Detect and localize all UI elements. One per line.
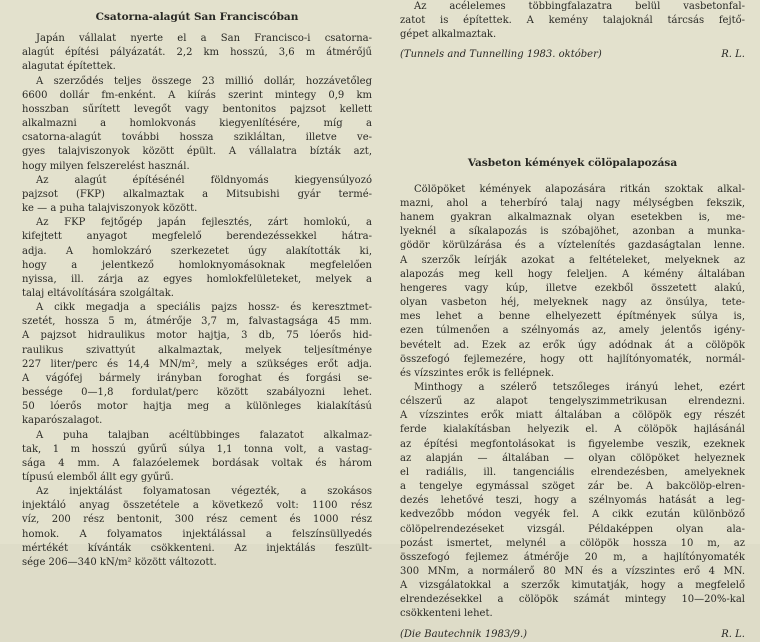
text-line: ferde kialakításban helyezik el. A cölöpök hajlásánál [400,424,745,436]
continued-text [400,0,745,42]
text-line: Minthogy a szélerő tetszőleges irányú lehet, ezért [414,381,745,393]
text-line: homok. A folyamatos injektálással a felszínsüllyedés [22,528,372,540]
text-line: 300 MNm, a normálerő 80 MN és a vízszintes erő 4 MN. [400,566,745,577]
text-line: alagutat építettek. [22,61,116,73]
text-line: Az acélelemes többingfalazatra belül vasbetonfal- [414,1,745,12]
source-citation-2: (Die Bautechnik 1983/9.) [400,628,528,640]
text-line: csökkenteni lehet. [400,608,493,620]
text-line: zatot is építettek. A kemény talajoknál tárcsás fejtő- [400,15,745,27]
text-line: 227 liter/perc és 14,4 MN/m², mely a szükséges erőt adja. [22,358,372,370]
text-line: mes lehet a benne elhelyezett építmények súlya is, [400,311,745,323]
right-column [400,0,745,642]
text-line: kaparószalagot. [22,415,103,427]
text-line: lyeknél a síkalapozás is szóbajöhet, azonban a munka- [400,226,745,238]
text-line: szetét, hossza 5 m, átmérője 3,7 m, falvastagsága 45 mm. [22,316,372,328]
text-line: sága 4 mm. A falazóelemek bordásak voltak és három [22,457,372,469]
text-line: összefogó fejlemezére, hogy ott hajlítónyomaték, normál- [400,353,745,365]
text-line: hanem gyakran alkalmaznak olyan esetekben is, me- [400,212,745,224]
text-line: összefogó fejlemez átmérője 20 m, a hajlítónyomaték [400,551,745,563]
text-line: pozást ismertet, melynél a cölöpök hossza 10 m, az [400,537,745,549]
text-line: A pajzsot hidraulikus motor hajtja, 3 db, 75 lóerős hid- [22,330,372,342]
text-line: el radiális, ill. tangenciális elrendezésben, amelyeknek [400,466,745,478]
text-line: Az FKP fejtőgép japán fejlesztés, zárt homlokú, a [36,217,372,229]
text-line: olyan vasbeton héj, melyeknek nagy az önsúlya, tete- [400,297,745,309]
text-line: hogy milyen felszerelést használ. [22,160,190,172]
article-body-right [400,183,745,622]
text-line: bevételt ad. Ezek az erők úgy adódnak át a cölöpök [400,339,745,351]
text-line: pajzsot (FKP) alkalmaztak a Mitsubishi gyár termé- [22,188,372,200]
author-initials-2: R. L. [721,628,745,640]
text-line: 50 lóerős motor hajtja meg a különleges kialakítású [22,401,372,413]
text-line: mazni, ahol a teherbíró talaj nagy mélységben fekszik, [400,197,745,209]
text-line: alkalmazni a homlokvonás kiegyenlítésére, míg a [22,118,372,130]
text-line: A vágófej bármely irányban foroghat és forgási se- [22,372,372,384]
text-line: és vízszintes erők is fellépnek. [400,367,555,379]
text-line: kedvezőbb módon vegyék fel. A cikk ezután különböző [400,509,745,521]
text-line: Az injektálást folyamatosan végezték, a szokásos [36,486,372,498]
text-line: kifejtett anyagot megfelelő berendezéssekkel hátra- [22,231,372,243]
text-line: ezen túlmenően a szélnyomás az, amely jelentős igény- [400,325,745,337]
text-line: Az alagút építésénél földnyomás kiegyensúlyozó [36,174,372,186]
text-line: 6600 dollár fm-enként. A kiírás szerint mintegy 0,9 km [22,89,372,101]
author-initials-1: R. L. [721,49,745,61]
text-line: alapozás meg kell hogy feleljen. A kémény általában [400,268,745,280]
text-line: hosszban sűrített levegőt vagy bentonitos pajzsot kellett [22,103,372,115]
article-title-left: Csatorna-alagút San Franciscóban [95,11,299,23]
text-line: A szerzők leírják azokat a feltételeket, melyeknek az [400,254,745,266]
text-line: bessége 0—1,8 fordulat/perc között szabályozni lehet. [22,387,372,399]
text-line: A vízszintes erők miatt általában a cölöpök egy részét [400,410,745,422]
text-line: A szerződés teljes összege 23 millió dollár, hozzávetőleg [36,75,372,87]
text-line: sége 206—340 kN/m² között változott. [22,556,217,568]
text-line: célszerű az alapot tengelyszimmetrikusan elrendezni. [400,396,745,408]
text-line: hengeres vagy kúp, illetve ezekből összetett alakú, [400,282,745,294]
text-line: talaj eltávolítására szolgáltak. [22,287,174,299]
text-line: Japán vállalat nyerte el a San Francisco-i csatorna- [36,33,372,45]
left-column [22,0,372,570]
text-line: alagút építési pályázatát. 2,2 km hosszú, 3,6 m átmérőjű [22,47,372,59]
text-line: injektáló anyag összetétele a következő volt: 1100 rész [22,500,372,512]
text-line: A cikk megadja a speciális pajzs hossz- és keresztmet- [36,302,372,314]
text-line: a tengelye egymással szöget zár be. A bakcölöp-elren- [400,481,745,493]
text-line: gödör körülzárása és a víztelenítés gazdaságtalan lenne. [400,240,745,252]
text-line: az építési megfontolásokat is figyelembe veszik, ezeknek [400,438,745,450]
article-body-left [22,32,372,570]
text-line: A vizsgálatokkal a szerzők kimutatják, hogy a megfelelő [400,580,745,592]
text-line: típusú elemből állt egy gyűrű. [22,472,174,483]
source-citation-1: (Tunnels and Tunnelling 1983. október) [400,49,602,61]
text-line: gyes talajviszonyok között épült. A vállalatra bízták azt, [22,146,372,158]
source-line-2 [400,628,745,642]
text-line: dezés lehetővé teszi, hogy a szélnyomás hatását a leg- [400,495,745,507]
text-line: ke — a puha talajviszonyok között. [22,203,198,215]
text-line: nyissa, ill. zárja az egyes homlokfelületeket, melyek a [22,273,372,285]
text-line: raulikus szivattyút alkalmaztak, melyek teljesítménye [22,344,372,356]
text-line: adja. A homlokzáró szerkezetet úgy alakították ki, [22,245,372,257]
text-line: víz, 200 rész bentonit, 300 rész cement és 1000 rész [22,514,372,526]
text-line: hogy a jelentkező homloknyomásoknak megfelelően [22,259,372,271]
source-line-1 [400,48,745,62]
text-line: tak, 1 m hosszú gyűrű súlya 1,1 tonna volt, a vastag- [22,443,372,455]
text-line: gépet alkalmaztak. [400,29,497,41]
text-line: elrendezésekkel a cölöpök számát mintegy 10—20%-kal [400,594,745,606]
text-line: mértékét kívánták csökkenteni. Az injektálás feszült- [22,542,372,554]
text-line: cölöpelrendezéseket vizsgál. Példaképpen olyan ala- [400,523,745,535]
text-line: Cölöpöket kémények alapozására ritkán szoktak alkal- [414,183,745,195]
article-title-right: Vasbeton kémények cölöpalapozása [467,156,678,169]
text-line: A puha talajban acéltübbinges falazatot alkalmaz- [36,429,372,441]
text-line: az alapján — általában — olyan cölöpöket helyeznek [400,452,745,464]
text-line: csatorna-alagút további hossza szikláltan, illetve ve- [22,132,372,144]
